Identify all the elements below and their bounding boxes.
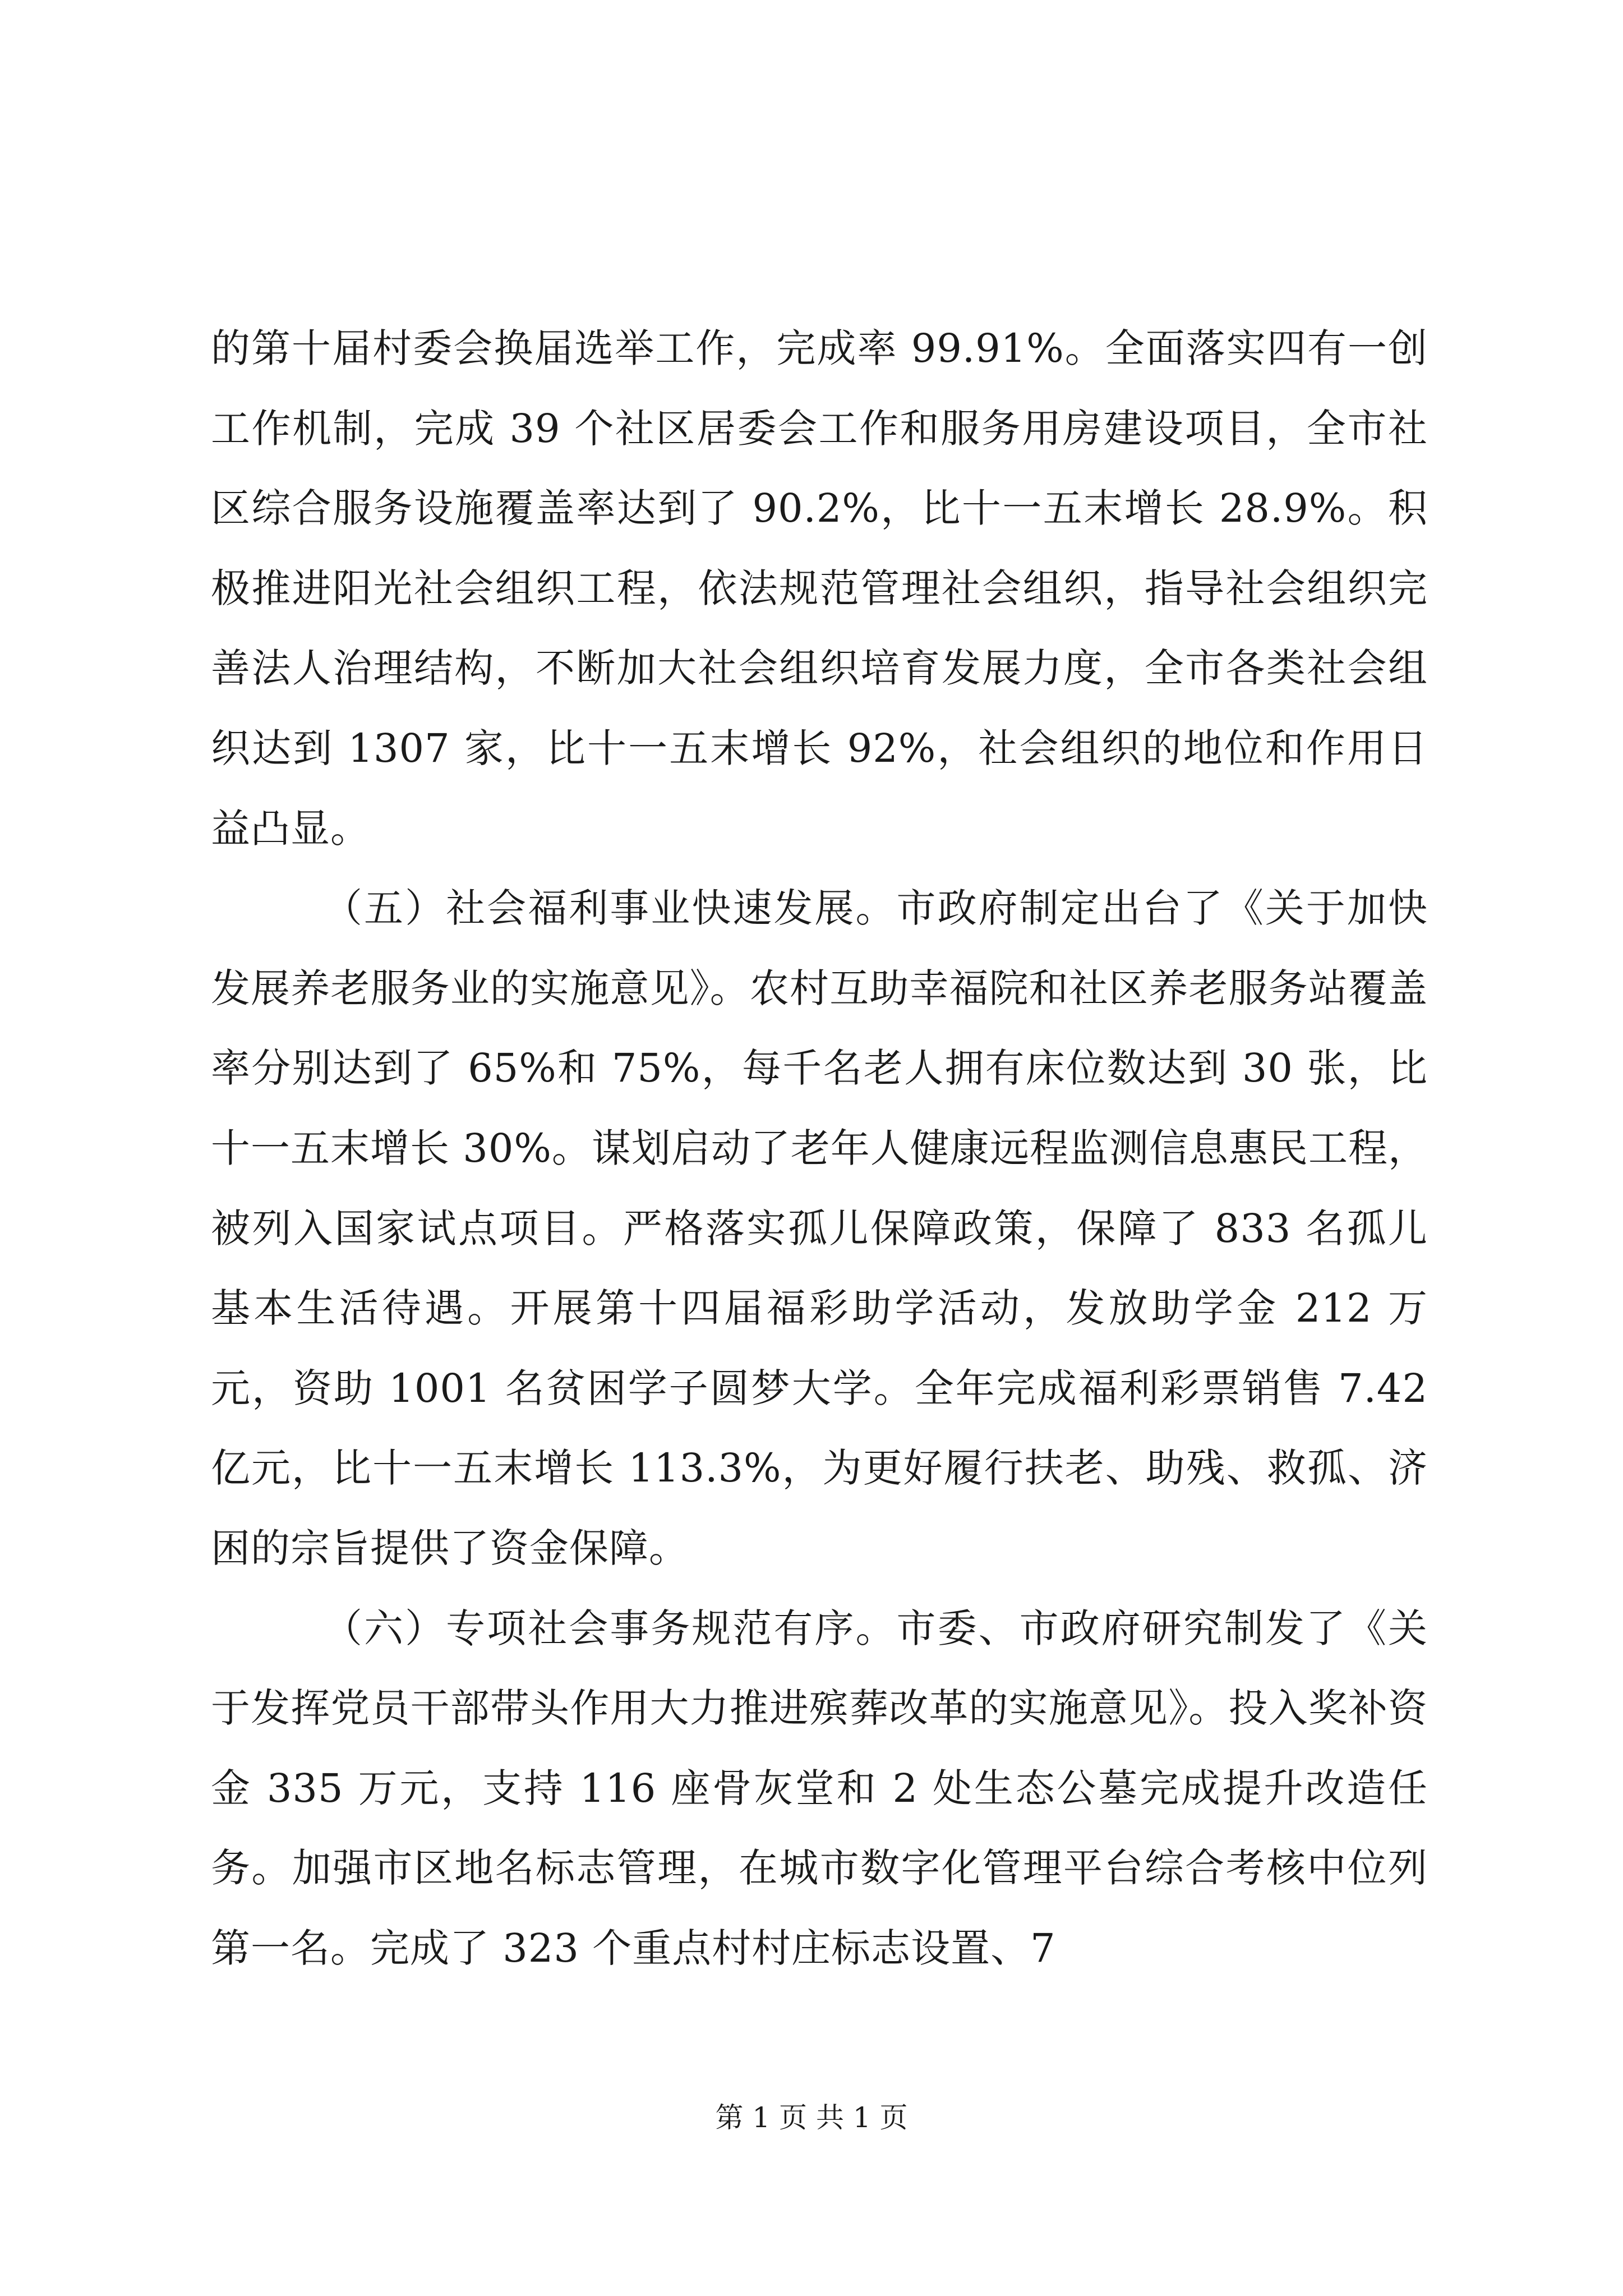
paragraph-1: 的第十届村委会换届选举工作，完成率 99.91%。全面落实四有一创工作机制，完成 39 个社区居委会工作和服务用房建设项目，全市社区综合服务设施覆盖率达到了 90.2%，比十一五末增长 28.9%。积极推进阳光社会组织工程，依法规范管理社会组织，指导社会组织完善法人治理结构，不断加大社会组织培育发展力度，全市各类社会组织达到 1307 家，比十一五末增长 92%，社会组织的地位和作用日益凸显。 bbox=[211, 325, 1428, 852]
paragraph-3: （六）专项社会事务规范有序。市委、市政府研究制发了《关于发挥党员干部带头作用大力推进殡葬改革的实施意见》。投入奖补资金 335 万元，支持 116 座骨灰堂和 2 处生态公墓完成提升改造任务。加强市区地名标志管理，在城市数字化管理平台综合考核中位列第一名。完成了 323 个重点村村庄标志设置、7 bbox=[211, 1605, 1428, 1971]
paragraph-2: （五）社会福利事业快速发展。市政府制定出台了《关于加快发展养老服务业的实施意见》。农村互助幸福院和社区养老服务站覆盖率分别达到了 65%和 75%，每千名老人拥有床位数达到 30 张，比十一五末增长 30%。谋划启动了老年人健康远程监测信息惠民工程，被列入国家试点项目。严格落实孤儿保障政策，保障了 833 名孤儿基本生活待遇。开展第十四届福彩助学活动，发放助学金 212 万元，资助 1001 名贫困学子圆梦大学。全年完成福利彩票销售 7.42 亿元，比十一五末增长 113.3%，为更好履行扶老、助残、救孤、济困的宗旨提供了资金保障。 bbox=[211, 885, 1428, 1571]
page-footer: 第 1 页 共 1 页 bbox=[715, 2101, 908, 2134]
document-body bbox=[211, 309, 1428, 1988]
